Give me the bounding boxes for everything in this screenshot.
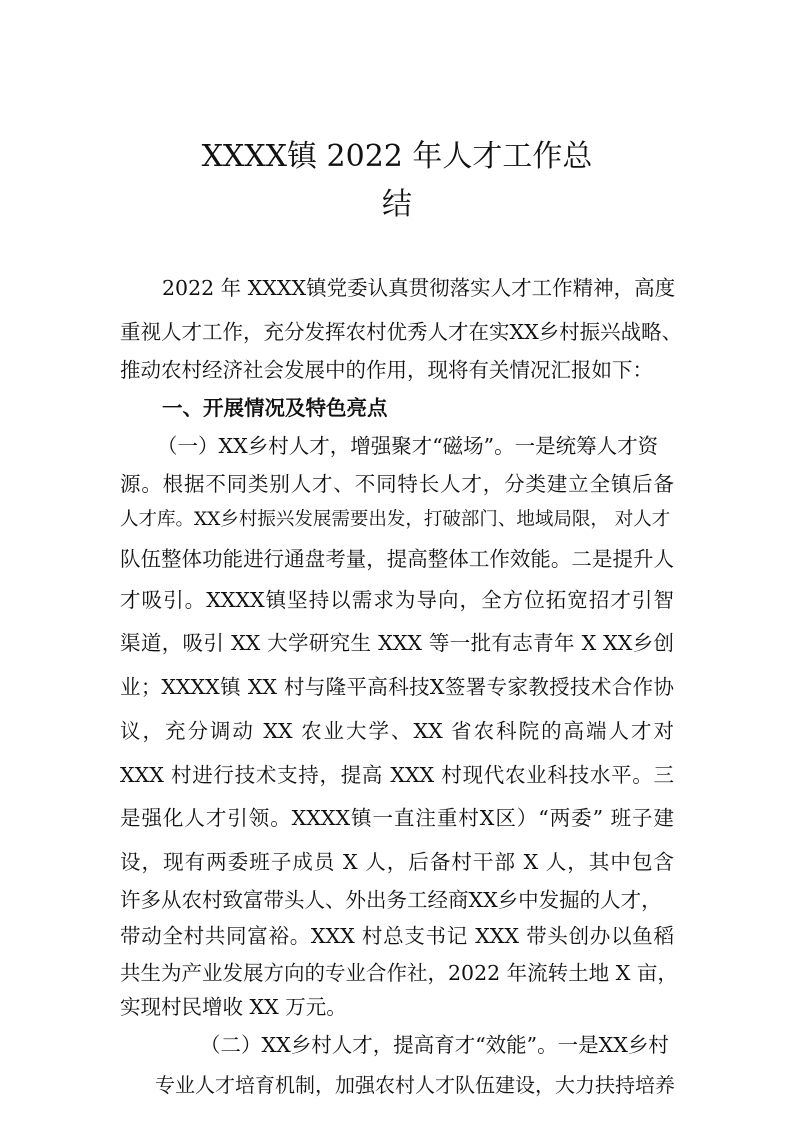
intro-paragraph-line-2: 重视人才工作，充分发挥农村优秀人才在实XX乡村振兴战略、 bbox=[120, 320, 683, 344]
subsection-2-line-1: （二）XX乡村人才，提高育才“效能”。一是XX乡村 bbox=[200, 1033, 669, 1057]
intro-paragraph-line-1: 2022 年 XXXX镇党委认真贯彻落实人才工作精神，高度 bbox=[162, 276, 676, 300]
subsection-1-line-7: 业；XXXX镇 XX 村与隆平高科技X签署专家教授技术合作协 bbox=[120, 675, 674, 699]
section-heading: 一、开展情况及特色亮点 bbox=[162, 396, 388, 420]
subsection-1-line-3: 人才库。XX乡村振兴发展需要出发，打破部门、地域局限， 对人才 bbox=[120, 509, 671, 530]
subsection-1-line-6: 渠道，吸引 XX 大学研究生 XXX 等一批有志青年 X XX乡创 bbox=[120, 631, 674, 655]
subsection-1-line-14: 共生为产业发展方向的专业合作社，2022 年流转土地 X 亩， bbox=[120, 961, 678, 985]
subsection-1-line-12: 许多从农村致富带头人、外出务工经商XX乡中发掘的人才， bbox=[120, 888, 662, 912]
subsection-1-line-15: 实现村民增收 XX 万元。 bbox=[120, 995, 347, 1019]
subsection-2-line-2: 专业人才培育机制，加强农村人才队伍建设，大力扶持培养 bbox=[155, 1073, 675, 1097]
subsection-1-line-5: 才吸引。XXXX镇坚持以需求为导向，全方位拓宽招才引智 bbox=[120, 588, 674, 612]
subsection-1-line-2: 源。根据不同类别人才、不同特长人才，分类建立全镇后备 bbox=[120, 472, 674, 496]
subsection-1-line-10: 是强化人才引领。XXXX镇一直注重村X区）“两委” 班子建 bbox=[120, 806, 674, 830]
subsection-1-line-8: 议，充分调动 XX 农业大学、XX 省农科院的高端人才对 bbox=[120, 719, 674, 743]
subsection-1-line-13: 带动全村共同富裕。XXX 村总支书记 XXX 带头创办以鱼稻 bbox=[120, 924, 674, 948]
subsection-1-line-4: 队伍整体功能进行通盘考量，提高整体工作效能。二是提升人 bbox=[120, 547, 674, 571]
document-title-line-2: 结 bbox=[382, 187, 412, 222]
document-title-line-1: XXXX镇 2022 年人才工作总 bbox=[201, 139, 593, 174]
intro-paragraph-line-3: 推动农村经济社会发展中的作用，现将有关情况汇报如下： bbox=[120, 358, 653, 382]
subsection-1-line-11: 设，现有两委班子成员 X 人，后备村干部 X 人，其中包含 bbox=[120, 850, 674, 874]
subsection-1-line-9: XXX 村进行技术支持，提高 XXX 村现代农业科技水平。三 bbox=[120, 763, 674, 787]
subsection-1-line-1: （一）XX乡村人才，增强聚才“磁场”。一是统筹人才资 bbox=[157, 434, 659, 458]
